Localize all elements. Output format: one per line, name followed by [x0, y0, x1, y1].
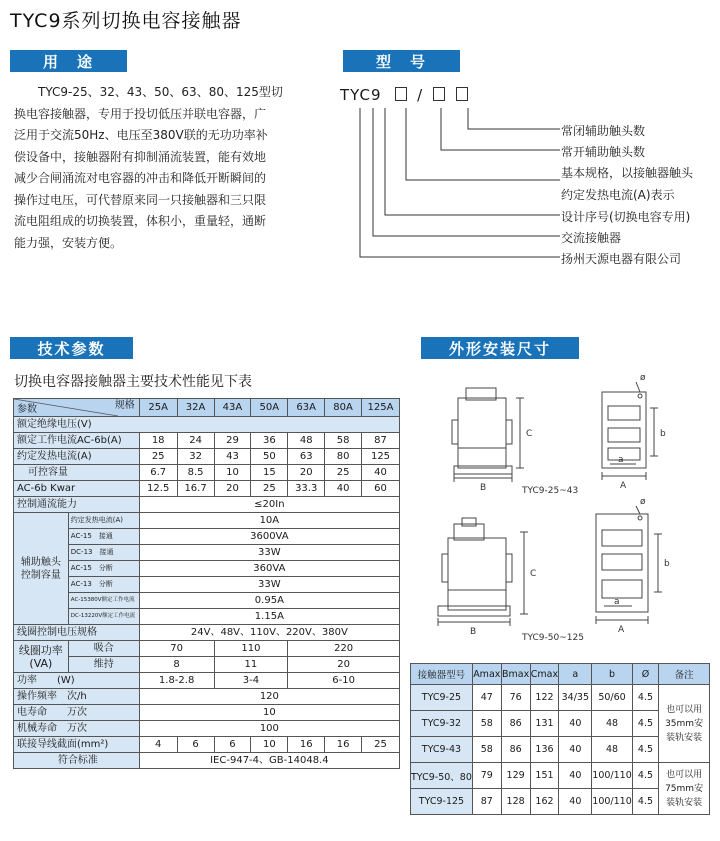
legend-ac: 交流接触器	[561, 231, 622, 245]
row-label: 电寿命 万次	[14, 705, 140, 721]
row-label: 符合标准	[14, 753, 140, 769]
table-cell: 16.7	[177, 481, 214, 497]
row-label: 约定发热电流(A)	[68, 513, 139, 529]
usage-line: 操作过电压，可代替原来同一只接触器和三只限	[14, 192, 267, 207]
dims-banner: 外形安装尺寸	[421, 337, 579, 359]
table-cell: 10A	[139, 513, 399, 529]
table-cell: 86	[501, 711, 530, 737]
row-label: DC-13220V额定工作电流	[68, 609, 139, 625]
table-cell: 125	[362, 449, 400, 465]
table-cell: 6.7	[139, 465, 177, 481]
outline-drawings	[410, 370, 710, 660]
row-label: 联接导线截面(mm²)	[14, 737, 140, 753]
blank-box	[395, 87, 407, 101]
dim-c-large: C	[530, 569, 537, 579]
corner-cell	[14, 399, 140, 417]
table-cell: 58	[472, 737, 501, 763]
corner-top: 规格	[114, 400, 135, 411]
table-row	[14, 657, 400, 673]
table-cell: 63	[288, 449, 325, 465]
table-row	[14, 529, 400, 545]
table-row	[14, 753, 400, 769]
corner-bottom: 参数	[17, 404, 37, 415]
column-header: 32A	[177, 399, 214, 417]
model-slash: /	[417, 86, 424, 104]
table-cell: 100/110	[592, 763, 632, 789]
table-cell: ≤20In	[139, 497, 399, 513]
legend-no: 常开辅助触头数	[561, 145, 646, 159]
table-cell: 70	[139, 641, 214, 657]
table-row	[14, 593, 400, 609]
table-cell: 6	[177, 737, 214, 753]
table-cell: 25	[139, 449, 177, 465]
table-cell: 3600VA	[139, 529, 399, 545]
dim-A-small: A	[620, 481, 627, 491]
dim-a-large: a	[614, 597, 620, 607]
table-cell: 6	[214, 737, 251, 753]
column-header: Bmax	[501, 664, 530, 685]
row-label: AC-15 分断	[68, 561, 139, 577]
table-cell: 87	[362, 433, 400, 449]
specs-banner: 技术参数	[10, 337, 133, 359]
row-label: 控制通流能力	[14, 497, 140, 513]
table-row	[14, 609, 400, 625]
table-cell: 50/60	[592, 685, 632, 711]
dim-b-side-large: b	[664, 559, 670, 569]
table-cell: 20	[288, 657, 400, 673]
note-line: 装轨安装	[666, 797, 703, 808]
note-line: 75mm安	[665, 783, 704, 794]
coil-power-line: (VA)	[29, 656, 53, 670]
column-header: a	[559, 664, 592, 685]
table-cell: TYC9-32	[411, 711, 473, 737]
row-label: 额定工作电流AC-6b(A)	[14, 433, 140, 449]
table-cell: 25	[325, 465, 362, 481]
column-header: 25A	[139, 399, 177, 417]
legend-spec-2: 约定发热电流(A)表示	[561, 188, 675, 202]
row-label: 可控容量	[14, 465, 140, 481]
table-cell: 16	[325, 737, 362, 753]
dims-table	[410, 663, 710, 815]
table-cell: 100	[139, 721, 399, 737]
table-cell: 100/110	[592, 789, 632, 815]
column-header: 50A	[251, 399, 288, 417]
note-line: 也可以用	[666, 769, 703, 780]
table-row	[14, 399, 400, 417]
table-row	[14, 561, 400, 577]
table-row	[14, 737, 400, 753]
specs-table	[13, 398, 400, 769]
table-row	[411, 664, 710, 685]
table-cell: 110	[214, 641, 288, 657]
table-cell: 12.5	[139, 481, 177, 497]
table-cell: 4	[139, 737, 177, 753]
column-header: 43A	[214, 399, 251, 417]
table-cell: 10	[139, 705, 399, 721]
table-cell: 40	[559, 711, 592, 737]
table-cell: 151	[530, 763, 559, 789]
table-cell: 48	[592, 737, 632, 763]
table-cell: 40	[559, 737, 592, 763]
legend-nc: 常闭辅助触头数	[561, 124, 646, 138]
usage-line: 偿设备中，接触器附有抑制涌流装置，能有效地	[14, 149, 267, 164]
table-cell: 48	[288, 433, 325, 449]
column-header: 备注	[659, 664, 710, 685]
column-header: 63A	[288, 399, 325, 417]
row-label: 额定绝缘电压(V)	[14, 417, 400, 433]
table-row	[411, 763, 710, 789]
page-title: TYC9系列切换电容接触器	[10, 10, 242, 32]
usage-line: 能力强，安装方便。	[14, 235, 123, 250]
table-row	[14, 705, 400, 721]
usage-text	[14, 82, 296, 254]
note-line: 35mm安	[665, 718, 704, 729]
table-cell: TYC9-43	[411, 737, 473, 763]
aux-group-line: 控制容量	[20, 569, 61, 581]
table-row	[411, 685, 710, 711]
table-row	[14, 689, 400, 705]
model-prefix: TYC9	[340, 86, 382, 104]
dim-b-side-small: b	[660, 429, 666, 439]
table-cell: 131	[530, 711, 559, 737]
note-line: 装轨安装	[666, 732, 703, 743]
table-cell: 80	[325, 449, 362, 465]
usage-line: TYC9-25、32、43、50、63、80、125型切	[38, 85, 283, 99]
table-cell: 4.5	[632, 737, 658, 763]
table-cell: 40	[325, 481, 362, 497]
table-cell: 128	[501, 789, 530, 815]
table-cell: 43	[214, 449, 251, 465]
column-header: Cmax	[530, 664, 559, 685]
table-cell: 3-4	[214, 673, 288, 689]
column-header: 接触器型号	[411, 664, 473, 685]
table-cell: 122	[530, 685, 559, 711]
caption-large: TYC9-50~125	[522, 633, 584, 643]
column-header: 125A	[362, 399, 400, 417]
row-label: 操作频率 次/h	[14, 689, 140, 705]
legend-design: 设计序号(切换电容专用)	[561, 210, 691, 224]
table-cell: IEC-947-4、GB-14048.4	[139, 753, 399, 769]
table-cell: 6-10	[288, 673, 400, 689]
table-cell: 48	[592, 711, 632, 737]
dim-b-small: B	[480, 483, 487, 493]
model-banner: 型 号	[343, 50, 460, 72]
table-cell: 33.3	[288, 481, 325, 497]
table-cell: TYC9-125	[411, 789, 473, 815]
table-row	[14, 673, 400, 689]
usage-line: 流电阻组成的切换装置，体积小，重量轻，通断	[14, 214, 267, 228]
coil-power-label	[14, 641, 69, 673]
table-row	[14, 721, 400, 737]
table-cell: 32	[177, 449, 214, 465]
table-cell: 47	[472, 685, 501, 711]
table-cell: 11	[214, 657, 288, 673]
table-cell: 20	[214, 481, 251, 497]
aux-group-line: 辅助触头	[20, 556, 61, 568]
table-cell: 360VA	[139, 561, 399, 577]
column-header: Ø	[632, 664, 658, 685]
table-row	[14, 545, 400, 561]
table-cell: 40	[362, 465, 400, 481]
row-label: AC-6b Kwar	[14, 481, 140, 497]
column-header: Amax	[472, 664, 501, 685]
row-label: AC-15 接通	[68, 529, 139, 545]
table-cell: 1.15A	[139, 609, 399, 625]
table-cell: 129	[501, 763, 530, 789]
table-cell: 4.5	[632, 711, 658, 737]
table-cell: 1.8-2.8	[139, 673, 214, 689]
table-cell: 18	[139, 433, 177, 449]
table-cell: 33W	[139, 577, 399, 593]
dim-phi-large: ø	[640, 497, 646, 507]
usage-line: 泛用于交流50Hz、电压至380V联的无功功率补	[14, 128, 268, 142]
table-row	[14, 641, 400, 657]
table-row	[14, 497, 400, 513]
column-header: b	[592, 664, 632, 685]
caption-small: TYC9-25~43	[522, 486, 579, 496]
table-cell: 24V、48V、110V、220V、380V	[139, 625, 399, 641]
table-row	[14, 481, 400, 497]
table-cell: 40	[559, 789, 592, 815]
legend-spec: 基本规格，以接触器触头	[561, 166, 694, 180]
table-row	[14, 465, 400, 481]
row-label: DC-13 接通	[68, 545, 139, 561]
specs-intro: 切换电容器接触器主要技术性能见下表	[14, 374, 252, 390]
dim-b-large: B	[470, 627, 477, 637]
table-row	[14, 625, 400, 641]
row-label: 机械寿命 万次	[14, 721, 140, 737]
dim-phi-small: ø	[640, 373, 646, 383]
table-row	[14, 513, 400, 529]
table-cell: 15	[251, 465, 288, 481]
row-label: 维持	[68, 657, 139, 673]
table-cell: 79	[472, 763, 501, 789]
table-cell: 60	[362, 481, 400, 497]
table-cell: 10	[251, 737, 288, 753]
table-cell: 16	[288, 737, 325, 753]
column-header: 80A	[325, 399, 362, 417]
row-label: 吸合	[68, 641, 139, 657]
aux-group-label	[14, 513, 69, 625]
table-cell: 4.5	[632, 789, 658, 815]
table-cell: 10	[214, 465, 251, 481]
usage-line: 减少合闸涌流对电容器的冲击和降低开断瞬间的	[14, 171, 267, 185]
table-cell: 29	[214, 433, 251, 449]
table-cell: 34/35	[559, 685, 592, 711]
table-cell: 33W	[139, 545, 399, 561]
dim-A-large: A	[618, 625, 625, 635]
blank-box	[433, 87, 445, 101]
table-row	[14, 433, 400, 449]
table-cell: 50	[251, 449, 288, 465]
legend-maker: 扬州天源电器有限公司	[561, 252, 682, 266]
note-cell	[659, 763, 710, 815]
table-cell: 36	[251, 433, 288, 449]
row-label: 线圈控制电压规格	[14, 625, 140, 641]
table-cell: 24	[177, 433, 214, 449]
table-cell: 58	[472, 711, 501, 737]
table-cell: 25	[251, 481, 288, 497]
table-cell: 86	[501, 737, 530, 763]
table-cell: 220	[288, 641, 400, 657]
blank-box	[456, 87, 468, 101]
usage-line: 换电容接触器，专用于投切低压并联电容器，广	[14, 106, 267, 121]
coil-power-line: 线圈功率	[18, 643, 63, 657]
table-cell: 162	[530, 789, 559, 815]
table-cell: 40	[559, 763, 592, 789]
dim-a-small: a	[618, 455, 624, 465]
table-cell: 0.95A	[139, 593, 399, 609]
table-cell: 120	[139, 689, 399, 705]
table-cell: 136	[530, 737, 559, 763]
dim-c-small: C	[526, 429, 533, 439]
table-cell: TYC9-50、80	[411, 763, 473, 789]
row-label: AC-15380V额定工作电流	[68, 593, 139, 609]
row-label: 功率 (W)	[14, 673, 140, 689]
table-cell: 4.5	[632, 763, 658, 789]
table-cell: TYC9-25	[411, 685, 473, 711]
table-cell: 76	[501, 685, 530, 711]
model-leader-lines	[340, 100, 565, 265]
table-cell: 25	[362, 737, 400, 753]
usage-banner: 用 途	[10, 50, 127, 72]
note-cell	[659, 685, 710, 763]
table-row	[14, 449, 400, 465]
table-cell: 20	[288, 465, 325, 481]
note-line: 也可以用	[666, 704, 703, 715]
table-cell: 8.5	[177, 465, 214, 481]
table-cell: 8	[139, 657, 214, 673]
row-label: AC-13 分断	[68, 577, 139, 593]
table-cell: 4.5	[632, 685, 658, 711]
table-row	[14, 417, 400, 433]
table-row	[14, 577, 400, 593]
table-cell: 58	[325, 433, 362, 449]
table-cell: 87	[472, 789, 501, 815]
row-label: 约定发热电流(A)	[14, 449, 140, 465]
